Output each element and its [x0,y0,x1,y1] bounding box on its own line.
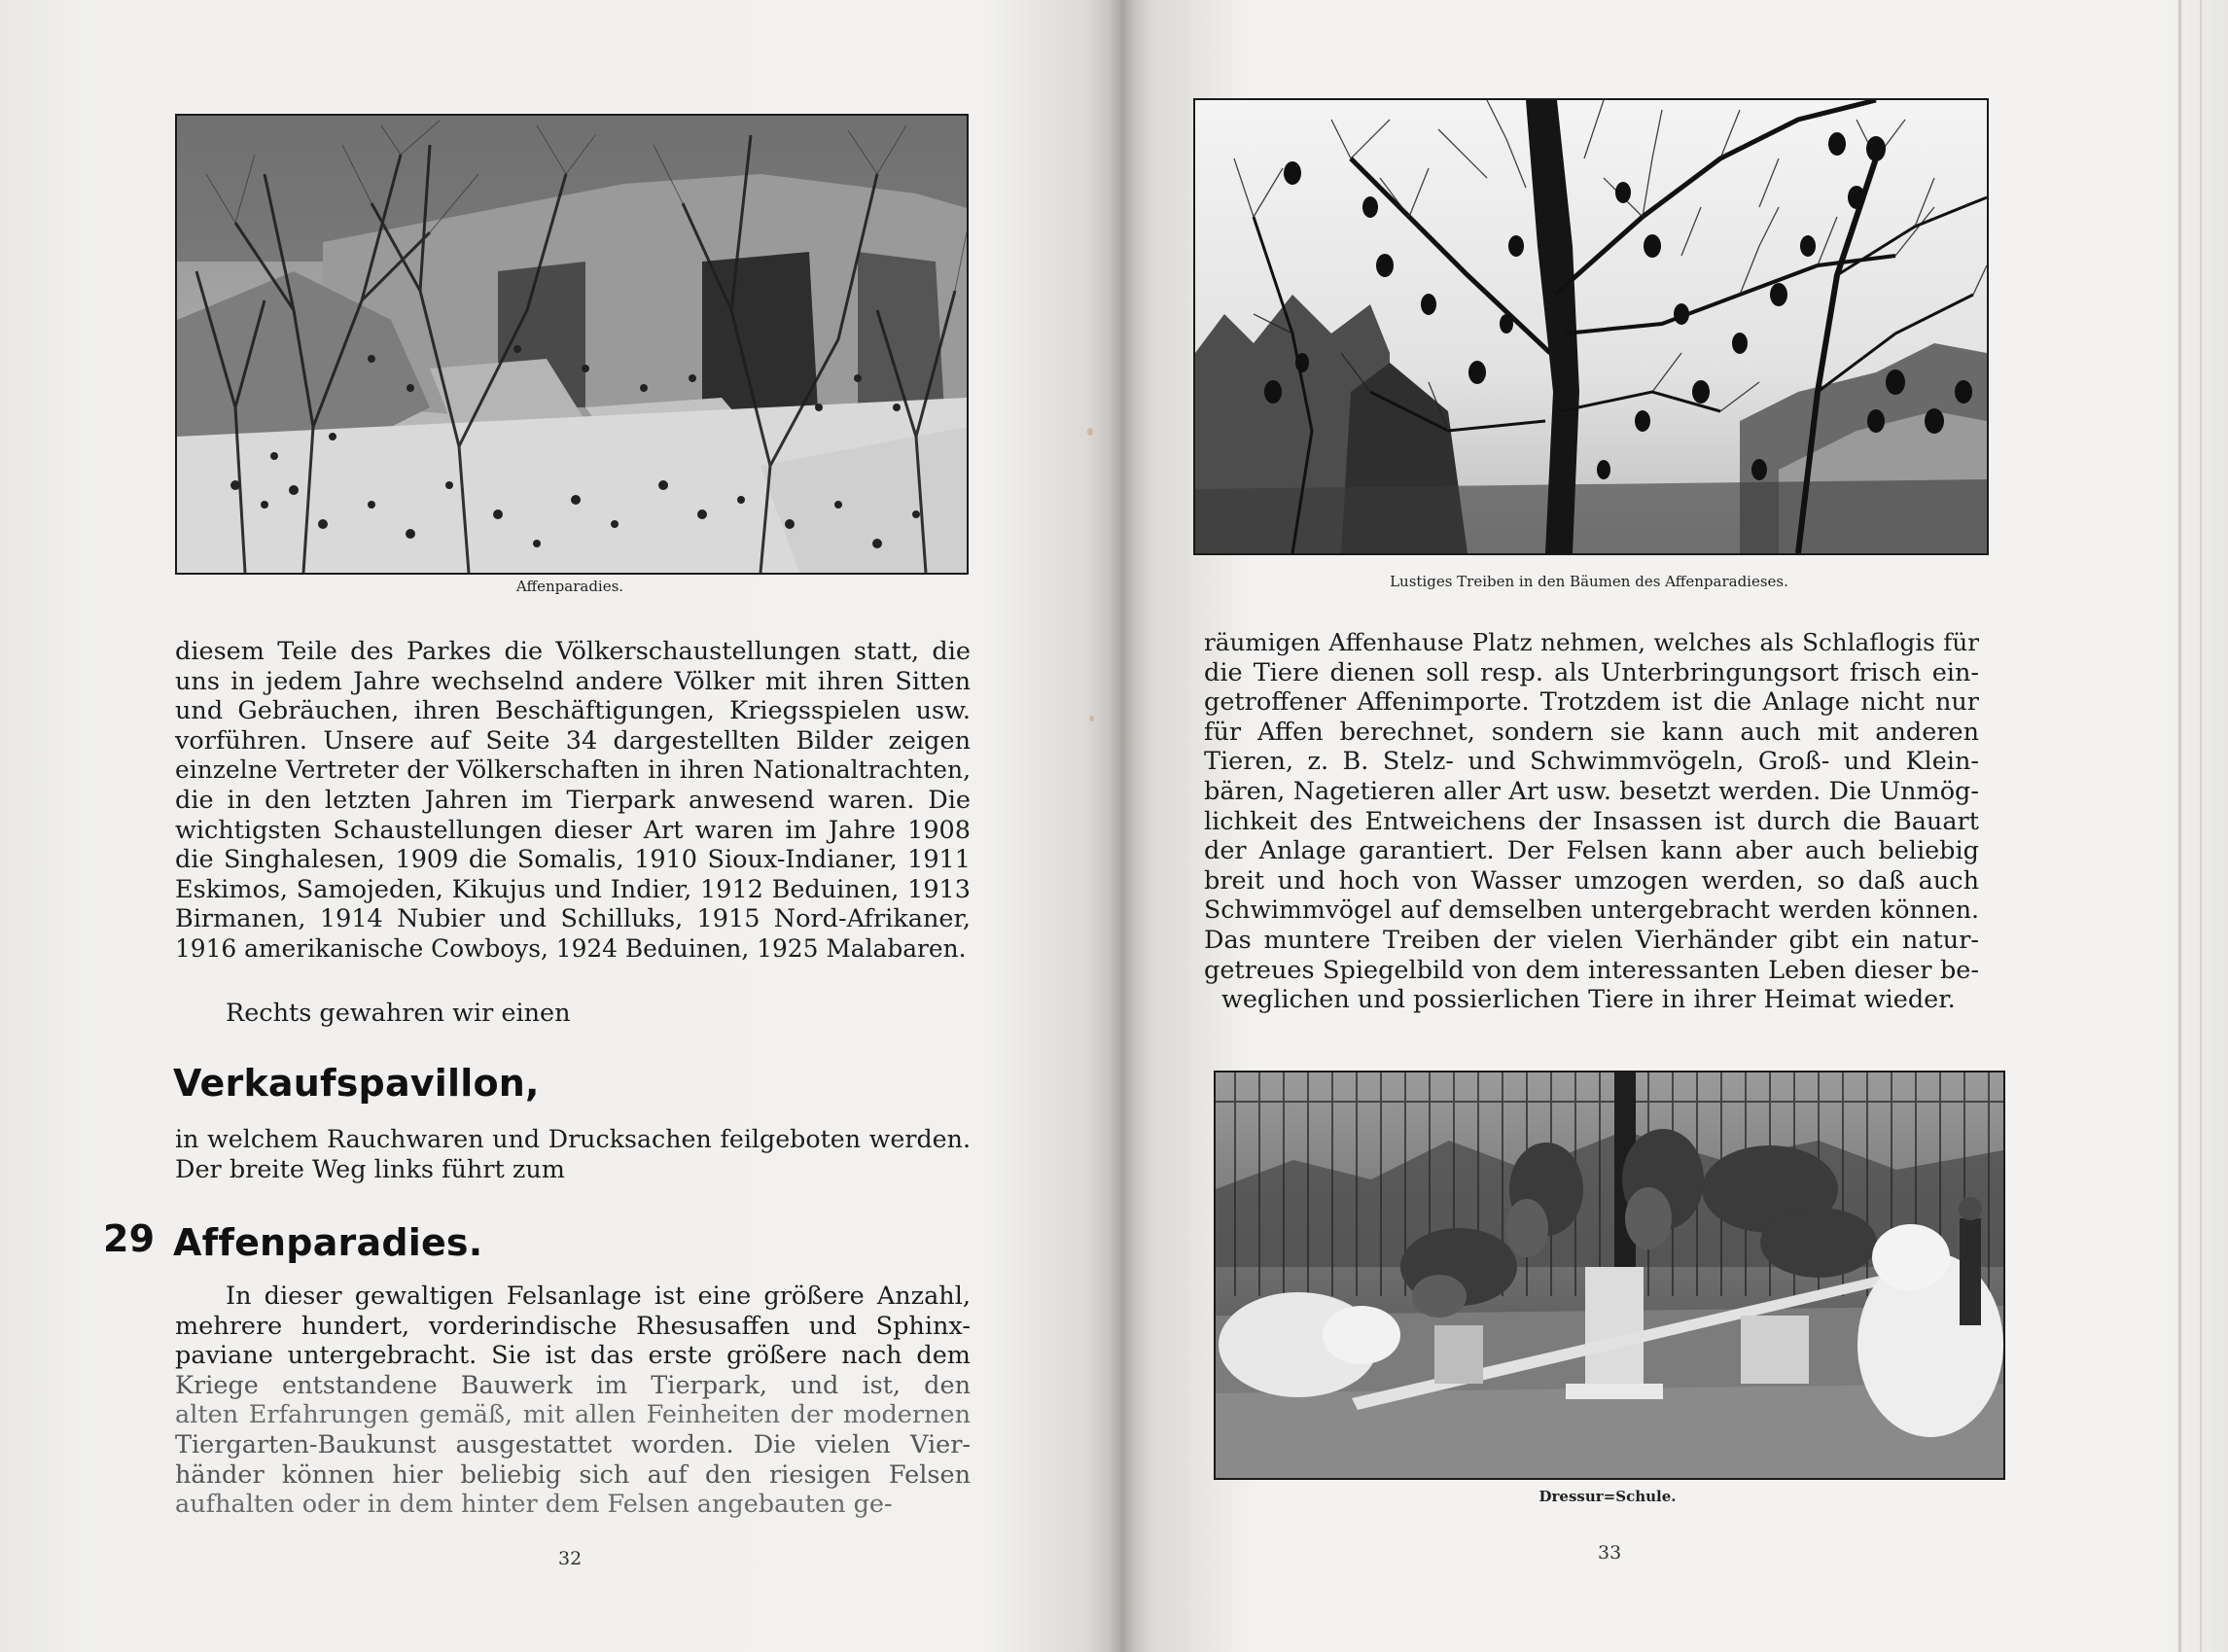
text-line: Birmanen, 1914 Nubier und Schilluks, 1915 Nord-Afrikaner, [175,904,971,934]
text-line: In dieser gewaltigen Felsanlage ist eine größere Anzahl, [226,1282,971,1311]
page-number-right: 33 [1598,1542,1622,1564]
text-line: die Singhalesen, 1909 die Somalis, 1910 Sioux-Indianer, 1911 [175,845,971,875]
text-line: paviane untergebracht. Sie ist das erste größere nach dem [175,1341,971,1371]
page-edge [2178,0,2181,1652]
photo-caption-dressur: Dressur=Schule. [1538,1488,1677,1505]
paragraph-rechts [226,999,906,1029]
text-line: aufhalten oder in dem hinter dem Felsen angebauten ge- [175,1490,893,1520]
text-line: wichtigsten Schaustellungen dieser Art waren im Jahre 1908 [175,815,971,845]
photo-caption-affenparadies: Affenparadies. [515,578,624,595]
photo-dressur-schule [1214,1071,2005,1480]
text-line: Rechts gewahren wir einen [226,999,571,1028]
text-line: Eskimos, Samojeden, Kikujus und Indier, 1912 Beduinen, 1913 [175,874,971,904]
text-line: getreues Spiegelbild von dem interessanten Leben dieser be- [1204,955,1979,985]
page-edge [2200,0,2202,1652]
paragraph-affenhaus [1204,628,1979,1015]
text-line: breit und hoch von Wasser umzogen werden, so daß auch [1204,865,1979,896]
text-line: getroffener Affenimporte. Trotzdem ist die Anlage nicht nur [1204,687,1979,718]
photo-monkeys-in-trees [1193,98,1989,555]
text-line: Das muntere Treiben der vielen Vierhänder gibt ein natur- [1204,925,1979,955]
text-line: der Anlage garantiert. Der Felsen kann aber auch beliebig [1204,836,1979,866]
paragraph-affenparadies [175,1282,971,1520]
photo-caption-treiben: Lustiges Treiben in den Bäumen des Affenparadieses. [1390,573,1788,590]
text-line: einzelne Vertreter der Völkerschaften in ihren Nationaltrachten, [175,756,971,785]
text-line: alten Erfahrungen gemäß, mit allen Feinheiten der modernen [175,1400,971,1430]
text-line: für Affen berechnet, sondern sie kann auch mit anderen [1204,717,1979,747]
paragraph-pavillon [175,1125,971,1184]
text-line: händer können hier beliebig sich auf den riesigen Felsen [175,1459,971,1490]
text-line: lichkeit des Entweichens der Insassen ist durch die Bauart [1204,806,1979,836]
section-number: 29 [103,1217,156,1260]
text-line: Schwimmvögel auf demselben untergebracht werden können. [1204,896,1979,925]
text-line: mehrere hundert, vorderindische Rhesusaffen und Sphinx- [175,1311,971,1341]
heading-affenparadies: Affenparadies. [173,1221,483,1264]
text-line: weglichen und possierlichen Tiere in ihrer Heimat wieder. [1221,985,1956,1015]
photo-monkey-rocks [175,114,969,575]
text-line: diesem Teile des Parkes die Völkerschaustellungen statt, die [175,637,971,666]
spine-stain [1089,716,1094,721]
paragraph-voelkerschau [175,637,971,965]
page-number-left: 32 [558,1548,583,1569]
text-line: die Tiere dienen soll resp. als Unterbringungsort frisch ein- [1204,657,1979,687]
text-line: Tieren, z. B. Stelz- und Schwimmvögeln, Groß- und Klein- [1204,747,1979,777]
text-line: und Gebräuchen, ihren Beschäftigungen, Kriegsspielen usw. [175,696,971,726]
right-page [1120,0,2228,1652]
text-line: Tiergarten-Baukunst ausgestattet worden. Die vielen Vier- [175,1429,971,1459]
text-line: räumigen Affenhause Platz nehmen, welches als Schlaflogis für [1204,628,1979,656]
text-line: die in den letzten Jahren im Tierpark anwesend waren. Die [175,785,971,815]
text-line: 1916 amerikanische Cowboys, 1924 Beduinen, 1925 Malabaren. [175,933,967,963]
book-spine-shadow [1109,0,1136,1652]
text-line: Der breite Weg links führt zum [175,1154,565,1184]
text-line: vorführen. Unsere auf Seite 34 dargestellten Bilder zeigen [175,725,971,756]
text-line: in welchem Rauchwaren und Drucksachen feilgeboten werden. [175,1125,971,1153]
spine-stain [1087,428,1093,436]
text-line: Kriege entstandene Bauwerk im Tierpark, und ist, den [175,1370,971,1400]
text-line: uns in jedem Jahre wechselnd andere Völker mit ihren Sitten [175,666,971,696]
text-line: bären, Nagetieren aller Art usw. besetzt werden. Die Unmög- [1204,776,1979,806]
heading-verkaufspavillon: Verkaufspavillon, [173,1062,540,1105]
